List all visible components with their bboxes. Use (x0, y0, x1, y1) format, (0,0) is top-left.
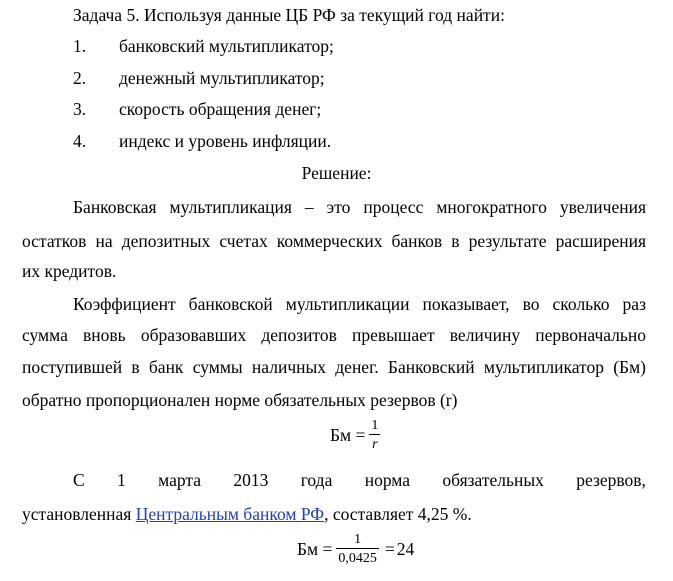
text-before-link: установленная (22, 504, 136, 524)
text-after-link: , составляет 4,25 %. (324, 504, 472, 524)
list-item-number: 4. (73, 131, 87, 151)
equals-sign: = (384, 538, 395, 559)
paragraph-line (73, 470, 646, 490)
fraction (369, 418, 380, 452)
word: 2013 (233, 470, 269, 490)
formula-lhs: Бм = (330, 424, 366, 445)
fraction-denominator: r (372, 437, 378, 452)
word: марта (158, 470, 201, 490)
word: норма (364, 470, 411, 490)
word: С (73, 470, 85, 490)
formula-bm-value (297, 532, 414, 566)
solution-title: Решение: (301, 163, 372, 183)
fraction-denominator: 0,0425 (338, 551, 377, 566)
task-heading: Задача 5. Используя данные ЦБ РФ за текущий год найти: (73, 5, 505, 25)
paragraph-line: их кредитов. (22, 261, 117, 281)
list-item-text: скорость обращения денег; (119, 99, 322, 119)
paragraph-line: поступившей в банк суммы наличных денег. Банковский мультипликатор (Бм) (22, 357, 646, 377)
word: 1 (117, 470, 126, 490)
list-item-number: 1. (73, 36, 87, 56)
formula-lhs: Бм = (297, 538, 333, 559)
formula-bm (330, 418, 384, 452)
central-bank-link[interactable]: Центральным банком РФ (135, 504, 325, 524)
fraction-bar (369, 434, 380, 435)
paragraph-line: сумма вновь образовавших депозитов превышает величину первоначально (22, 325, 646, 345)
fraction (336, 532, 379, 566)
paragraph-line: Банковская мультипликация – это процесс многократного увеличения (73, 197, 646, 217)
paragraph-line: остатков на депозитных счетах коммерческих банков в результате расширения (22, 231, 646, 251)
list-item-number: 3. (73, 99, 87, 119)
word: года (300, 470, 333, 490)
list-item-text: денежный мультипликатор; (119, 68, 325, 88)
paragraph-line (22, 504, 472, 524)
formula-result: 24 (396, 538, 415, 559)
paragraph-line: Коэффициент банковской мультипликации показывает, во сколько раз (73, 294, 646, 314)
word: обязательных (442, 470, 544, 490)
fraction-bar (336, 548, 379, 549)
list-item-text: индекс и уровень инфляции. (119, 131, 332, 151)
fraction-numerator: 1 (354, 532, 362, 547)
list-item-number: 2. (73, 68, 87, 88)
word: резервов, (576, 470, 646, 490)
list-item-text: банковский мультипликатор; (119, 36, 334, 56)
fraction-numerator: 1 (371, 418, 379, 433)
paragraph-line: обратно пропорционален норме обязательных резервов (r) (22, 390, 458, 410)
